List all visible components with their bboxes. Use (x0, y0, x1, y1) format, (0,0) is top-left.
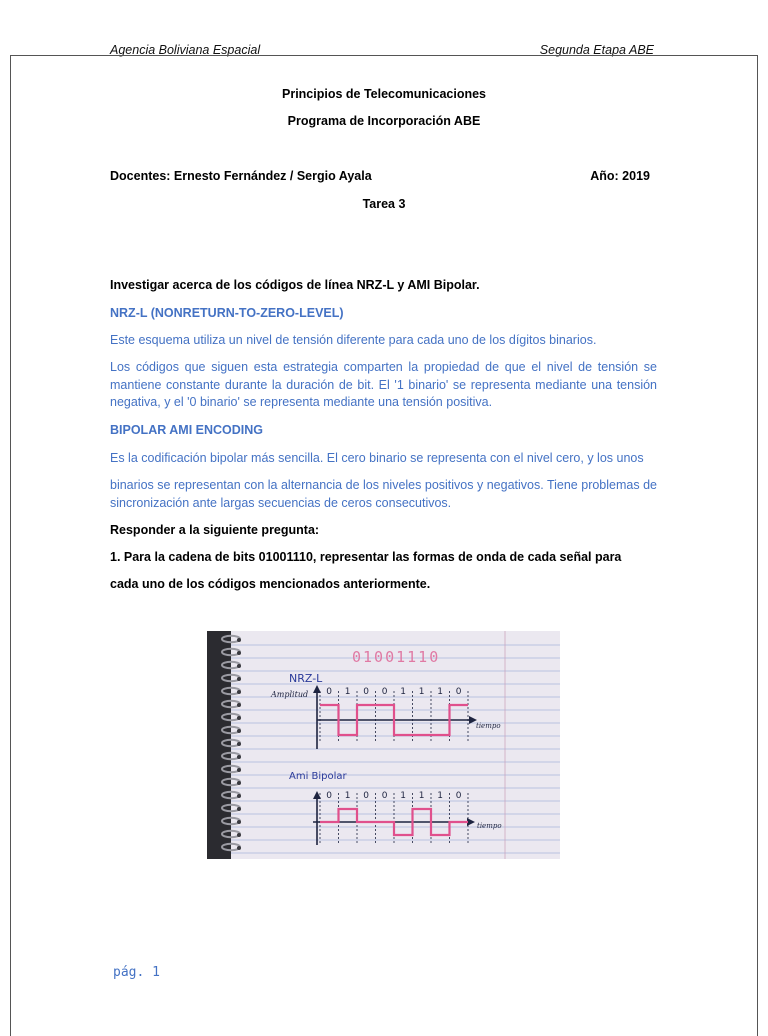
spiral-hole (237, 677, 241, 681)
ami-bit-label: 0 (326, 791, 332, 801)
ami-bit-label: 0 (363, 791, 369, 801)
notebook-drawing (207, 631, 560, 859)
spiral-hole (237, 768, 241, 772)
spiral-hole (237, 807, 241, 811)
docentes: Docentes: Ernesto Fernández / Sergio Ayala (110, 169, 372, 183)
ami-paragraph-1: Es la codificación bipolar más sencilla. El cero binario se representa con el nivel cero, y los unos (110, 451, 644, 465)
tiempo-label-nrz: tiempo (476, 722, 501, 730)
nrz-paragraph-1: Este esquema utiliza un nivel de tensión diferente para cada uno de los dígitos binarios. (110, 333, 597, 347)
spiral-hole (237, 755, 241, 759)
spiral-hole (237, 703, 241, 707)
spiral-hole (237, 820, 241, 824)
spiral-hole (237, 651, 241, 655)
ami-label: Ami Bipolar (289, 771, 347, 782)
responder: Responder a la siguiente pregunta: (110, 523, 320, 537)
question-1-line-2: cada uno de los códigos mencionados anteriormente. (110, 577, 431, 591)
amplitud-label: Amplitud (271, 690, 309, 699)
spiral-hole (237, 664, 241, 668)
nrz-bit-label: 0 (363, 687, 369, 697)
ami-bit-label: 1 (418, 791, 425, 801)
nrz-bit-label: 0 (326, 687, 332, 697)
ami-paragraph-2: binarios se representan con la alternancia de los niveles positivos y negativos. Tiene problemas de sincronización ante largas secuencias de ceros consecutivos. (110, 478, 657, 510)
nrz-paragraph-2: Los códigos que siguen esta estrategia comparten la propiedad de que el nivel de tensión se mantiene constante durante la duración de bit. El '1 binario' se representa mediante una tensión negativa, y el '0 binario' se representa mediante una tensión positiva. (110, 360, 657, 409)
ami-bit-label: 0 (455, 791, 462, 801)
spiral-hole (237, 638, 241, 642)
spiral-hole (237, 729, 241, 733)
nrz-bit-label: 1 (400, 687, 406, 697)
header-left: Agencia Boliviana Espacial (110, 43, 261, 57)
page-number: pág. 1 (113, 965, 160, 980)
nrz-bit-label: 0 (381, 687, 388, 697)
nrz-bit-label: 1 (418, 687, 425, 697)
nrz-bit-label: 0 (455, 687, 462, 697)
spiral-hole (237, 846, 241, 850)
nrz-bit-label: 1 (437, 687, 443, 697)
spiral-hole (237, 716, 241, 720)
spiral-hole (237, 794, 241, 798)
course-title: Principios de Telecomunicaciones (282, 87, 486, 101)
nrz-bit-label: 1 (344, 687, 351, 697)
bits-title: 01001110 (352, 648, 441, 666)
spiral-hole (237, 690, 241, 694)
spiral-hole (237, 742, 241, 746)
question: Investigar acerca de los códigos de línea NRZ-L y AMI Bipolar. (110, 278, 480, 292)
nrz-heading: NRZ-L (NONRETURN-TO-ZERO-LEVEL) (110, 306, 344, 320)
program-title: Programa de Incorporación ABE (287, 114, 481, 128)
tiempo-label-ami: tiempo (477, 822, 502, 830)
year: Año: 2019 (590, 169, 650, 183)
assignment-title: Tarea 3 (362, 197, 406, 211)
ami-heading: BIPOLAR AMI ENCODING (110, 423, 264, 437)
ami-bit-label: 1 (400, 791, 406, 801)
spiral-hole (237, 781, 241, 785)
ami-bit-label: 0 (381, 791, 388, 801)
nrz-label: NRZ-L (289, 672, 323, 685)
notebook-photo (207, 631, 560, 859)
header-right: Segunda Etapa ABE (539, 43, 654, 57)
spiral-hole (237, 833, 241, 837)
ami-bit-label: 1 (344, 791, 351, 801)
ami-bit-label: 1 (437, 791, 443, 801)
question-1-line-1: 1. Para la cadena de bits 01001110, representar las formas de onda de cada señal para (110, 550, 622, 564)
